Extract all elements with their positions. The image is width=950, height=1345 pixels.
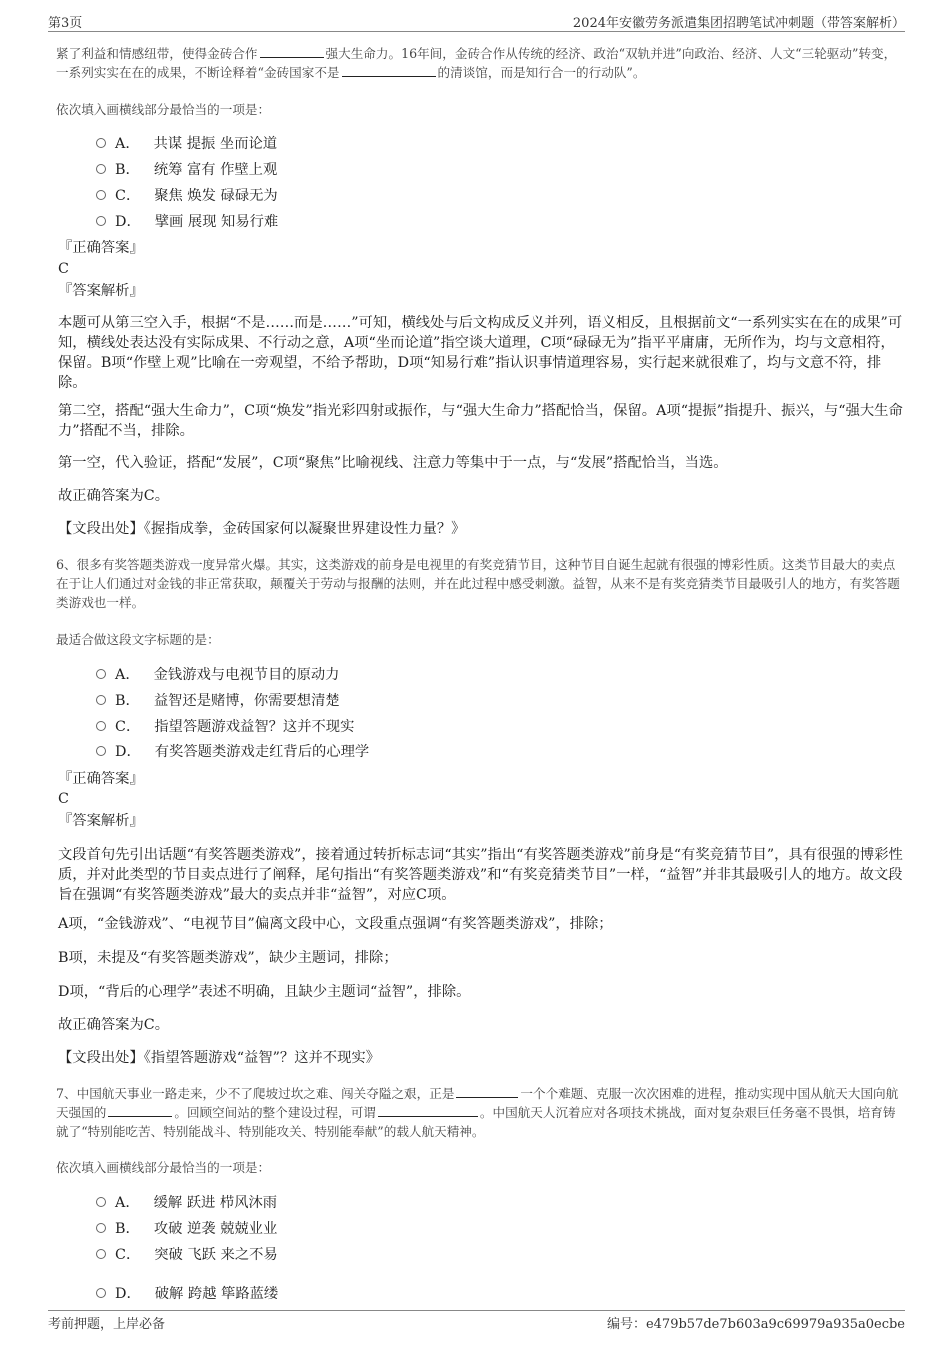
- blank-line: [108, 1104, 172, 1117]
- blank-line: [342, 64, 436, 77]
- option-letter: A．: [115, 1195, 140, 1211]
- q6-option-d[interactable]: [96, 742, 369, 762]
- option-text: 聚焦 焕发 碌碌无为: [154, 188, 278, 204]
- q5-source: 【文段出处】《握指成拳，金砖国家何以凝聚世界建设性力量？》: [58, 521, 466, 537]
- q6-option-a[interactable]: [96, 665, 339, 685]
- option-letter: B．: [115, 162, 140, 178]
- q7-text: [56, 1084, 906, 1141]
- q7-option-d[interactable]: [96, 1284, 278, 1304]
- document-title: 2024年安徽劳务派遣集团招聘笔试冲刺题（带答案解析）: [572, 16, 905, 31]
- radio-icon[interactable]: [96, 669, 106, 679]
- option-text: 金钱游戏与电视节目的原动力: [153, 667, 340, 683]
- q6-analysis-paragraph: 故正确答案为C。: [58, 1017, 170, 1033]
- q7-text-part: 。中国航天人沉着应对各项技术挑战，面对复杂艰巨任务毫不畏惧，培育铸就了“特别能吃苦、特别能战斗、特别能攻关、特别能奉献”的载人航天精神。: [56, 1105, 896, 1139]
- q5-option-b[interactable]: [96, 160, 277, 180]
- q6-analysis-paragraph: A项，“金钱游戏”、“电视节目”偏离文段中心，文段重点强调“有奖答题类游戏”，排除；: [58, 916, 613, 932]
- q6-analysis-label: 『答案解析』: [58, 813, 144, 829]
- page-number: 第3页: [48, 16, 83, 31]
- q6-option-b[interactable]: [96, 691, 340, 711]
- q5-text-part: 强大生命力。16年间，金砖合作从传统的经济、政治“双轨并进”向政治、经济、人文“三轮驱: [325, 46, 840, 61]
- q5-option-d[interactable]: [96, 212, 278, 232]
- q6-answer-label: 『正确答案』: [58, 771, 144, 787]
- radio-icon[interactable]: [96, 216, 106, 226]
- q5-text: [56, 44, 906, 82]
- radio-icon[interactable]: [96, 721, 106, 731]
- option-text: 共谋 提振 坐而论道: [153, 136, 278, 152]
- option-letter: B．: [115, 693, 140, 709]
- page-header: [48, 12, 905, 30]
- q6-answer: C: [58, 791, 69, 807]
- q6-text: 6、很多有奖答题类游戏一度异常火爆。其实，这类游戏的前身是电视里的有奖竞猜节目，这种节目自诞生起就有很强的博彩性质。这类节目最大的卖点在于让人们通过对金钱的非正常获取，颠覆关于劳动与报酬的法则，并在此过程中感受刺激。益智，从来不是有奖竞猜类节目最吸引人的地方，有奖答题类游戏也一样。: [56, 557, 900, 610]
- q7-option-c[interactable]: [96, 1245, 278, 1265]
- option-letter: D．: [115, 214, 141, 230]
- option-text: 有奖答题类游戏走红背后的心理学: [154, 744, 370, 760]
- q7-option-b[interactable]: [96, 1219, 277, 1239]
- option-text: 指望答题游戏益智？这并不现实: [154, 719, 355, 735]
- q7-text-part: 。回顾空间站的整个建设过程，可谓: [174, 1105, 376, 1120]
- radio-icon[interactable]: [96, 1288, 106, 1298]
- q7-prompt: 依次填入画横线部分最恰当的一项是：: [56, 1160, 271, 1175]
- q5-analysis-paragraph: 第一空，代入验证，搭配“发展”，C项“聚焦”比喻视线、注意力等集中于一点，与“发展”搭配恰当，当选。: [58, 455, 728, 471]
- radio-icon[interactable]: [96, 1197, 106, 1207]
- q6-analysis-paragraph: 文段首句先引出话题“有奖答题类游戏”，接着通过转折标志词“其实”指出“有奖答题类游戏”前身是“有奖竞猜节目”，具有很强的博彩性质，并对此类型的节目卖点进行了阐释，尾句指出“有奖答题类游戏”和“有奖竞猜类节目”一样，“益智”并非其最吸引人的地方。故文段旨在强调“有奖答题类游戏”最大的卖点并非“益智”，对应C项。: [58, 847, 903, 903]
- footer-divider: [48, 1310, 905, 1311]
- document-id: 编号：e479b57de7b603a9c69979a935a0ecbe: [606, 1317, 905, 1332]
- option-text: 缓解 跃进 栉风沐雨: [153, 1195, 278, 1211]
- q6-option-c[interactable]: [96, 717, 354, 737]
- option-letter: A．: [115, 136, 140, 152]
- q5-option-c[interactable]: [96, 186, 278, 206]
- radio-icon[interactable]: [96, 164, 106, 174]
- option-letter: A．: [115, 667, 140, 683]
- q6-prompt: 最适合做这段文字标题的是：: [56, 632, 220, 647]
- q6-analysis-paragraph: D项，“背后的心理学”表述不明确，且缺少主题词“益智”，排除。: [58, 984, 471, 1000]
- header-divider: [48, 31, 905, 32]
- option-text: 破解 跨越 筚路蓝缕: [154, 1286, 279, 1302]
- option-text: 擘画 展现 知易行难: [154, 214, 279, 230]
- radio-icon[interactable]: [96, 190, 106, 200]
- option-text: 攻破 逆袭 兢兢业业: [153, 1221, 278, 1237]
- radio-icon[interactable]: [96, 138, 106, 148]
- option-letter: C．: [115, 188, 141, 204]
- page-footer: [48, 1313, 905, 1331]
- q7-text-part: 7、中国航天事业一路走来，少不了爬坡过坎之难、闯关夺隘之艰，正是: [56, 1086, 455, 1101]
- option-letter: C．: [115, 719, 141, 735]
- option-text: 益智还是赌博，你需要想清楚: [153, 693, 340, 709]
- q5-answer-label: 『正确答案』: [58, 240, 144, 256]
- q7-text-part: 一个个难题、克服一次次困难的进程，推动实现中国从航天大国向航天强国的: [56, 1086, 899, 1120]
- q5-analysis-paragraph: 本题可从第三空入手，根据“不是……而是……”可知，横线处与后文构成反义并列，语义相反，且根据前文“一系列实实在在的成果”可知，横线处表达没有实际成果、不行动之意，A项“坐而论道”指空谈大道理，C项“碌碌无为”指平平庸庸，无所作为，均与文意相符，保留。B项“作壁上观”比喻在一旁观望，不给予帮助，D项“知易行难”指认识事情道理容易，实行起来就很难了，均与文意不符，排除。: [58, 315, 903, 391]
- radio-icon[interactable]: [96, 1223, 106, 1233]
- q5-text-part: 动”转变，一系列实实在在的成果，不断诠释着“金砖国家不是: [56, 46, 897, 80]
- footer-slogan: 考前押题，上岸必备: [48, 1317, 166, 1332]
- option-text: 统筹 富有 作壁上观: [153, 162, 278, 178]
- option-letter: D．: [115, 744, 141, 760]
- q5-analysis-paragraph: 第二空，搭配“强大生命力”，C项“焕发”指光彩四射或振作，与“强大生命力”搭配恰当，保留。A项“提振”指提升、振兴，与“强大生命力”搭配不当，排除。: [58, 403, 903, 439]
- radio-icon[interactable]: [96, 1249, 106, 1259]
- q5-option-a[interactable]: [96, 134, 277, 154]
- option-text: 突破 飞跃 来之不易: [154, 1247, 278, 1263]
- option-letter: B．: [115, 1221, 140, 1237]
- q6-analysis-paragraph: B项，未提及“有奖答题类游戏”，缺少主题词，排除；: [58, 950, 398, 966]
- blank-line: [260, 45, 324, 58]
- option-letter: D．: [115, 1286, 141, 1302]
- q5-text-part: 的清谈馆，而是知行合一的行动队”。: [437, 65, 646, 80]
- q5-prompt: 依次填入画横线部分最恰当的一项是：: [56, 102, 271, 117]
- q5-answer: C: [58, 261, 69, 277]
- blank-line: [456, 1085, 518, 1098]
- q5-analysis-label: 『答案解析』: [58, 283, 144, 299]
- radio-icon[interactable]: [96, 746, 106, 756]
- q6-source: 【文段出处】《指望答题游戏“益智”？这并不现实》: [58, 1050, 380, 1066]
- q5-text-part: 紧了利益和情感纽带，使得金砖合作: [56, 46, 258, 61]
- q7-option-a[interactable]: [96, 1193, 277, 1213]
- radio-icon[interactable]: [96, 695, 106, 705]
- blank-line: [378, 1104, 478, 1117]
- option-letter: C．: [115, 1247, 141, 1263]
- q5-analysis-paragraph: 故正确答案为C。: [58, 488, 170, 504]
